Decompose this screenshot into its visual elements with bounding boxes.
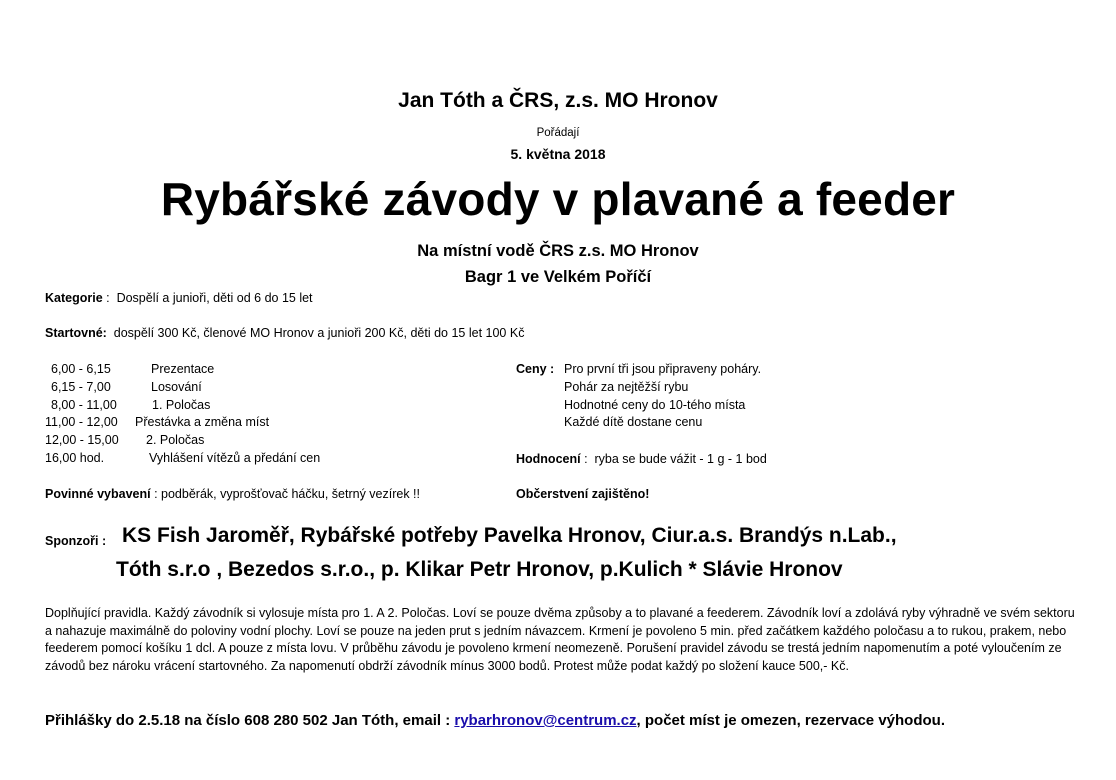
schedule-list [45, 361, 485, 468]
kategorie-label: Kategorie [45, 291, 103, 305]
rules-paragraph: Doplňující pravidla. Každý závodník si vylosuje místa pro 1. A 2. Poločas. Loví se pouze dvěma způsoby a to plavané a feederem. Závodník loví a zdolává ryby výhradně ve svém sektoru a nahazuje maximálně do poloviny vodní plochy. Loví se pouze na jeden prut s jedním návazcem. Krmení je povoleno 5 min. před začátkem každého poločasu a to rukou, prakem, nebo feederem pomocí košíku 1 dcl. A pouze z místa lovu. V průběhu závodu je povoleno krmení neomezeně. Porušení pravidel závodu se trestá jedním napomenutím a poté vyloučením ze závodů bez nároku vrácení startovného. Za napomenutí obdrží závodník mínus 3000 bodů. Protest může podat každý po složení kauce 500,- Kč. [45, 606, 1075, 673]
startovne-label: Startovné [45, 326, 103, 340]
hodnoceni-label: Hodnocení [516, 452, 581, 466]
povinne-value: podběrák, vyprošťovač háčku, šetrný vezírek !! [161, 487, 421, 501]
schedule-time: 16,00 hod. [45, 450, 105, 465]
startovne-value: dospělí 300 Kč, členové MO Hronov a junioři 200 Kč, děti do 15 let 100 Kč [113, 326, 525, 340]
povinne-label: Povinné vybavení [45, 487, 151, 501]
povinne-row: Povinné vybavení : podběrák, vyprošťovač háčku, šetrný vezírek !! [45, 487, 421, 501]
schedule-event: 1. Poločas [152, 397, 211, 412]
schedule-row [45, 432, 485, 450]
schedule-event: Přestávka a změna míst [135, 415, 270, 430]
startovne-row: Startovné: dospělí 300 Kč, členové MO Hronov a junioři 200 Kč, děti do 15 let 100 Kč [45, 326, 525, 340]
schedule-time: 6,15 - 7,00 [51, 379, 111, 394]
registration-text: Přihlášky do 2.5.18 na číslo 608 280 502 Jan Tóth, email : [45, 712, 451, 729]
schedule-event: Prezentace [151, 362, 215, 376]
page-title: Rybářské závody v plavané a feeder [160, 173, 956, 225]
schedule-row [45, 414, 485, 432]
schedule-row [45, 379, 485, 397]
ceny-item: Pohár za nejtěžší rybu [564, 379, 689, 394]
schedule-row [45, 361, 485, 379]
ceny-item: Hodnotné ceny do 10-tého místa [564, 397, 746, 412]
obcerstveni-text: Občerstvení zajištěno! [516, 487, 650, 501]
organizer-subtitle: Pořádají [536, 127, 580, 139]
kategorie-value: Dospělí a junioři, děti od 6 do 15 let [116, 291, 313, 305]
registration-line [45, 712, 945, 729]
ceny-item: Každé dítě dostane cenu [564, 415, 703, 430]
schedule-time: 8,00 - 11,00 [51, 397, 117, 412]
organizer-heading: Jan Tóth a ČRS, z.s. MO Hronov [398, 89, 718, 112]
schedule-event: Losování [151, 379, 202, 394]
kategorie-row: Kategorie : Dospělí a junioři, děti od 6 do 15 let [45, 291, 313, 305]
hodnoceni-row: Hodnocení : ryba se bude vážit - 1 g - 1 bod [516, 452, 767, 466]
schedule-event: 2. Poločas [146, 433, 205, 448]
event-date: 5. května 2018 [510, 146, 606, 162]
sponzori-line-1: KS Fish Jaroměř, Rybářské potřeby Pavelka Hronov, Ciur.a.s. Brandýs n.Lab., [122, 524, 897, 547]
schedule-time: 12,00 - 15,00 [45, 433, 119, 448]
hodnoceni-value: ryba se bude vážit - 1 g - 1 bod [594, 452, 767, 466]
ceny-label: Ceny : [516, 362, 555, 376]
schedule-time: 11,00 - 12,00 [45, 415, 118, 430]
schedule-event: Vyhlášení vítězů a předání cen [149, 450, 321, 465]
sponzori-label: Sponzoři : [45, 534, 107, 548]
schedule-row [45, 397, 485, 415]
sponzori-line-2: Tóth s.r.o , Bezedos s.r.o., p. Klikar Petr Hronov, p.Kulich * Slávie Hronov [116, 558, 843, 581]
email-link[interactable]: rybarhronov@centrum.cz [454, 712, 637, 729]
registration-note: , počet míst je omezen, rezervace výhodou. [636, 712, 945, 729]
venue-line-1: Na místní vodě ČRS z.s. MO Hronov [417, 242, 699, 260]
schedule-time: 6,00 - 6,15 [51, 362, 111, 376]
schedule-row [45, 450, 485, 468]
venue-line-2: Bagr 1 ve Velkém Poříčí [464, 268, 652, 286]
ceny-list [564, 361, 761, 432]
ceny-item: Pro první tři jsou připraveny poháry. [564, 362, 762, 376]
